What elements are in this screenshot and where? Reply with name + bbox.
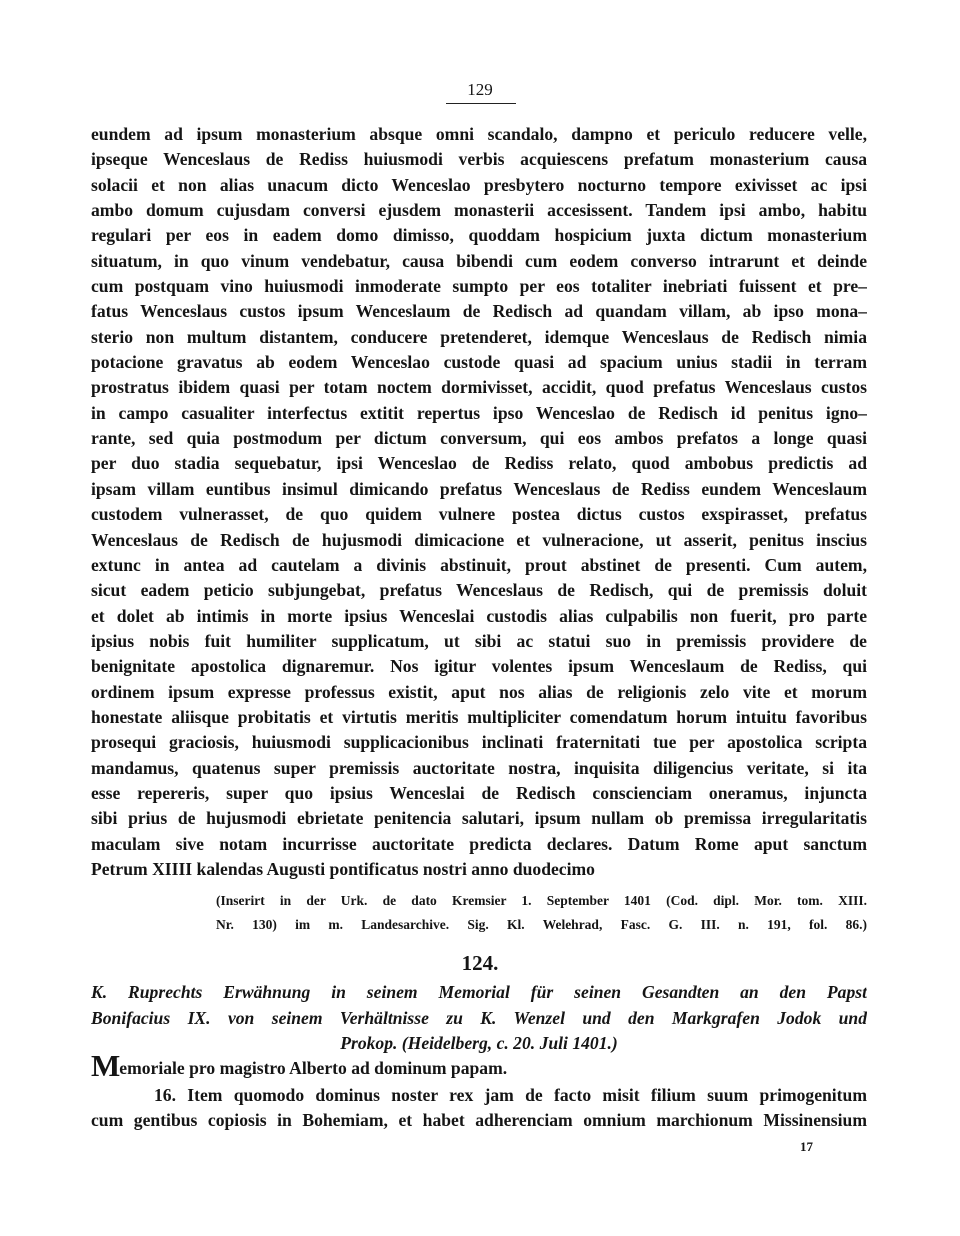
body-line: ipsius nobis fuit humiliter supplicatum, ut sibi ac statui suo in premissis providere de bbox=[91, 630, 867, 651]
body-line: rante, sed quia postmodum per dictum conversum, qui eos ambos prefatos a longe quasi bbox=[91, 428, 867, 449]
body-line: sterio non multum distantem, conducere pretenderet, idemque Wenceslaus de Redisch nimia bbox=[91, 326, 867, 347]
body-text bbox=[91, 122, 867, 882]
page-number: 129 bbox=[467, 80, 493, 99]
body-line: mandamus, quatenus super premissis auctoritate nostra, inquisita diligencius veritate, si ita bbox=[91, 757, 867, 778]
body-line: sicut eadem peticio subjungebat, prefatus Wenceslaus de Redisch, qui de premissis doluit bbox=[91, 580, 867, 601]
body-line: regulari per eos in eadem domo dimisso, quoddam hospicium juxta dictum monasterium bbox=[91, 225, 867, 246]
signature-mark: 17 bbox=[800, 1139, 813, 1154]
body-line: extunc in antea ad cautelam a divinis abstinuit, prout abstinet de presenti. Cum autem, bbox=[91, 554, 867, 575]
body-line: Wenceslaus de Redisch de hujusmodi dimicacione et vulneracione, ut asserit, penitus inscius bbox=[91, 529, 867, 550]
body-line: fatus Wenceslaus custos ipsum Wenceslaum de Redisch ad quandam villam, ab ipso mona– bbox=[91, 301, 867, 322]
body-line: solacii et non alias unacum dicto Wenceslao presbytero nocturno tempore exivisset ac ipsi bbox=[91, 174, 867, 195]
memoriale-text: emoriale pro magistro Alberto ad dominum papam. bbox=[119, 1058, 508, 1078]
item-line: 16. Item quomodo dominus noster rex jam de facto misit filium suum primogenitum bbox=[154, 1085, 867, 1105]
body-line: ipsam villam euntibus insimul dimicando prefatus Wenceslaus de Rediss eundem Wenceslaum bbox=[91, 478, 867, 499]
body-line: custodem vulnerasset, de quo quidem vulnere postea dictus custos exspirasset, prefatus bbox=[91, 504, 867, 525]
body-line: Petrum XIIII kalendas Augusti pontificatus nostri anno duodecimo bbox=[91, 858, 595, 879]
document-rubric bbox=[91, 980, 867, 1057]
rubric-line: Bonifacius IX. von seinem Verhältnisse zu K. Wenzel und den Markgrafen Jodok und bbox=[91, 1007, 867, 1028]
body-line: ambo domum cujusdam conversi ejusdem monasterii accesissent. Tandem ipsi ambo, habitu bbox=[91, 200, 867, 221]
rubric-line: K. Ruprechts Erwähnung in seinem Memorial für seinen Gesandten an den Papst bbox=[91, 982, 867, 1002]
body-line: situatum, in quo vinum vendebatur, causa bibendi cum eodem converso intrarunt et deinde bbox=[91, 250, 867, 271]
body-line: esse repereris, super quo ipsius Wenceslai de Redisch conscienciam oneramus, injuncta bbox=[91, 782, 867, 803]
body-line: maculam sive notam incurrisse auctoritate predicta declares. Datum Rome aput sanctum bbox=[91, 833, 867, 854]
body-line: eundem ad ipsum monasterium absque omni scandalo, dampno et periculo reducere velle, bbox=[91, 124, 867, 144]
item-line: cum gentibus copiosis in Bohemiam, et habet adherenciam omnium marchionum Missinensium bbox=[91, 1110, 867, 1131]
source-note-line: (Inserirt in der Urk. de dato Kremsier 1. September 1401 (Cod. dipl. Mor. tom. XIII. bbox=[216, 893, 867, 908]
body-line: prostratus ibidem quasi per totam noctem dormivisset, accidit, quod prefatus Wenceslaus custos bbox=[91, 377, 867, 398]
page-number-rule bbox=[446, 103, 516, 104]
body-line: cum postquam vino huiusmodi inmoderate sumpto per eos totaliter inebriati fuissent et pre– bbox=[91, 276, 867, 297]
body-line: ordinem ipsum expresse professus existit, aput nos alias de religionis zelo vite et morum bbox=[91, 681, 867, 702]
body-line: per duo stadia sequebatur, ipsi Wenceslao de Rediss relato, quod ambobus predictis ad bbox=[91, 453, 867, 474]
source-note-line: Nr. 130) im m. Landesarchive. Sig. Kl. Welehrad, Fasc. G. III. n. 191, fol. 86.) bbox=[216, 917, 867, 932]
document-number: 124. bbox=[461, 951, 499, 975]
source-note bbox=[216, 889, 867, 937]
body-line: benignitate apostolica dignaremur. Nos igitur volentes ipsum Wenceslaum de Rediss, qui bbox=[91, 656, 867, 677]
item-16-text bbox=[91, 1083, 867, 1134]
body-line: ipseque Wenceslaus de Rediss huiusmodi verbis acquiescens prefatum monasterium causa bbox=[91, 149, 867, 170]
body-line: in campo casualiter interfectus extitit repertus ipso Wenceslao de Redisch id penitus igno– bbox=[91, 402, 867, 423]
memoriale-heading bbox=[91, 1048, 867, 1083]
body-line: honestate aliisque probitatis et virtutis meritis multipliciter comendatum horum intuitu favoribus bbox=[91, 706, 867, 727]
drop-initial: M bbox=[91, 1048, 120, 1083]
body-line: prosequi graciosis, huiusmodi supplicacionibus inclinati fraternitati tue per apostolica scripta bbox=[91, 732, 867, 753]
body-line: et dolet ab intimis in morte ipsius Wenceslai custodis alias culpabilis non fuerit, pro parte bbox=[91, 605, 867, 626]
body-line: potacione gravatus ab eodem Wenceslao custode quasi ad spacium unius stadii in terram bbox=[91, 352, 867, 373]
body-line: sibi prius de hujusmodi ebrietate penitencia salutari, ipsum nullam ob premissa irregularitatis bbox=[91, 808, 867, 829]
rubric-line: Prokop. (Heidelberg, c. 20. Juli 1401.) bbox=[340, 1033, 618, 1053]
